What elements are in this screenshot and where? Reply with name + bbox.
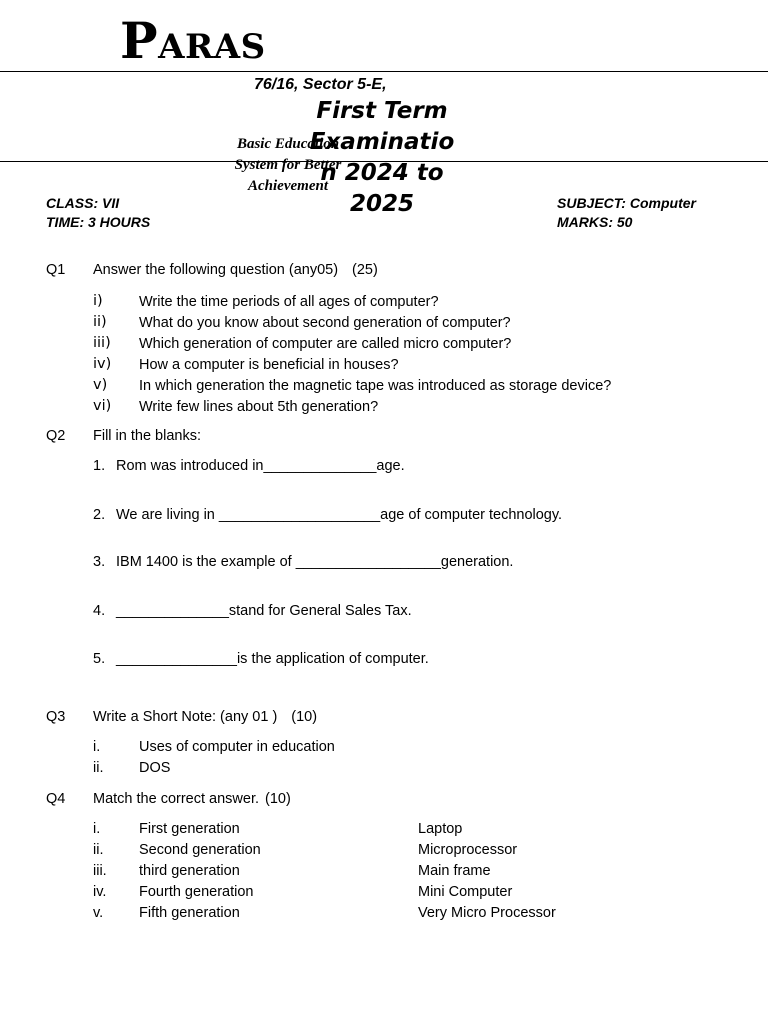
list-item-label: i.: [93, 739, 101, 755]
question-number: Q3: [46, 709, 66, 725]
match-left-item: third generation: [139, 863, 240, 879]
exam-title-line: 2025: [349, 191, 414, 217]
list-item-text: How a computer is beneficial in houses?: [139, 357, 399, 373]
logo-initial: P: [120, 11, 159, 70]
match-left-item: Second generation: [139, 842, 261, 858]
list-item-label: iv.: [93, 884, 107, 900]
list-item-text: Write few lines about 5th generation?: [139, 399, 379, 415]
match-right-item: Very Micro Processor: [418, 905, 556, 921]
list-item-label: iii): [93, 335, 111, 351]
list-item-label: v.: [93, 905, 104, 921]
list-item-text: Write the time periods of all ages of computer?: [139, 294, 439, 310]
list-item-text: Which generation of computer are called micro computer?: [139, 336, 512, 352]
exam-title-line: Examinatio: [309, 129, 455, 155]
question-marks: (10): [291, 709, 318, 725]
fill-blank-item: We are living in ____________________age of computer technology.: [116, 507, 563, 523]
class-label: CLASS: VII: [46, 195, 120, 211]
fill-blank-item: _______________is the application of computer.: [116, 651, 429, 667]
question-text: [93, 709, 317, 725]
question-prompt: Answer the following question (any05): [93, 262, 339, 278]
list-item-label: v): [93, 377, 108, 393]
school-logo: [120, 11, 266, 70]
question-text: [93, 262, 378, 278]
match-left-item: Fourth generation: [139, 884, 254, 900]
list-item-label: ii.: [93, 760, 104, 776]
school-address: 76/16, Sector 5-E,: [254, 76, 387, 93]
exam-title-line: First Term: [316, 98, 448, 124]
question-number: Q4: [46, 791, 66, 807]
list-item-label: 1.: [93, 458, 106, 474]
tagline-line: Achievement: [248, 178, 328, 194]
tagline-line: System for Better: [234, 157, 342, 173]
list-item-label: iv): [93, 356, 112, 372]
match-right-item: Main frame: [418, 863, 491, 879]
time-label: TIME: 3 HOURS: [46, 214, 151, 230]
match-left-item: Fifth generation: [139, 905, 240, 921]
list-item-label: 5.: [93, 651, 106, 667]
fill-blank-item: IBM 1400 is the example of __________________generation.: [116, 554, 514, 570]
list-item-label: 4.: [93, 603, 106, 619]
list-item-text: In which generation the magnetic tape was introduced as storage device?: [139, 378, 612, 394]
fill-blank-item: ______________stand for General Sales Tax.: [116, 603, 412, 619]
question-prompt: Write a Short Note: (any 01 ): [93, 709, 278, 725]
list-item-label: iii.: [93, 863, 107, 879]
list-item-label: 2.: [93, 507, 106, 523]
exam-title: [296, 96, 468, 220]
list-item-label: ii.: [93, 842, 104, 858]
question-marks: (25): [352, 262, 378, 278]
list-item-label: i): [93, 293, 103, 309]
subject-label: SUBJECT: Computer: [557, 195, 696, 211]
match-right-item: Laptop: [418, 821, 463, 837]
question-marks: (10): [265, 791, 291, 807]
list-item-label: 3.: [93, 554, 106, 570]
list-item-text: Uses of computer in education: [139, 739, 335, 755]
question-prompt: Fill in the blanks:: [93, 428, 201, 444]
match-right-item: Mini Computer: [418, 884, 513, 900]
question-number: Q2: [46, 428, 66, 444]
question-number: Q1: [46, 262, 66, 278]
list-item-label: i.: [93, 821, 101, 837]
match-left-item: First generation: [139, 821, 240, 837]
list-item-text: What do you know about second generation of computer?: [139, 315, 511, 331]
question-text: [93, 791, 291, 807]
fill-blank-item: Rom was introduced in______________age.: [116, 458, 405, 474]
list-item-label: ii): [93, 314, 107, 330]
tagline-line: Basic Education: [236, 136, 340, 152]
header-rule-top: [0, 71, 768, 72]
marks-label: MARKS: 50: [557, 214, 633, 230]
list-item-label: vi): [93, 398, 112, 414]
list-item-text: DOS: [139, 760, 171, 776]
logo-rest: ARAS: [158, 27, 266, 67]
match-right-item: Microprocessor: [418, 842, 518, 858]
exam-title-line: n 2024 to: [320, 160, 444, 186]
question-prompt: Match the correct answer.: [93, 791, 260, 807]
